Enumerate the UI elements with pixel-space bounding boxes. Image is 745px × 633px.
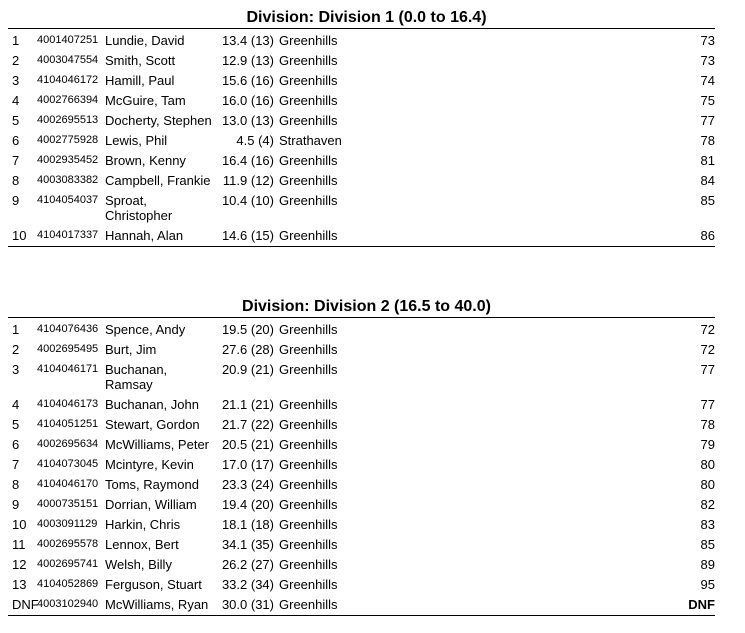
table-row [8, 191, 715, 226]
member-id-cell: 4001407251 [37, 34, 99, 46]
table-row [8, 435, 715, 455]
score-cell: 77 [700, 397, 715, 412]
player-name-cell: Docherty, Stephen [105, 113, 212, 128]
member-id-cell: 4104051251 [37, 418, 99, 430]
club-cell: Greenhills [279, 577, 338, 592]
score-cell: 85 [700, 537, 715, 552]
score-cell: 73 [700, 53, 715, 68]
club-cell: Greenhills [279, 397, 338, 412]
position-cell: 2 [12, 342, 20, 357]
table-row [8, 171, 715, 191]
table-row [8, 131, 715, 151]
position-cell: 9 [12, 497, 20, 512]
position-cell: 3 [12, 362, 20, 377]
player-name-cell: Hannah, Alan [105, 228, 184, 243]
member-id-cell: 4002695578 [37, 538, 99, 550]
member-id-cell: 4002695513 [37, 114, 99, 126]
member-id-cell: 4000735151 [37, 498, 99, 510]
club-cell: Greenhills [279, 73, 338, 88]
player-name-cell: Welsh, Billy [105, 557, 172, 572]
footer-rule [8, 615, 715, 616]
player-name-cell: Ferguson, Stuart [105, 577, 202, 592]
table-row [8, 151, 715, 171]
score-cell: 80 [700, 457, 715, 472]
table-row [8, 71, 715, 91]
table-row [8, 575, 715, 595]
member-id-cell: 4104076436 [37, 323, 99, 335]
table-row [8, 515, 715, 535]
club-cell: Greenhills [279, 597, 338, 612]
score-cell: 72 [700, 322, 715, 337]
member-id-cell: 4002695495 [37, 343, 99, 355]
table-row [8, 340, 715, 360]
handicap-cell: 11.9 (12) [222, 173, 274, 188]
handicap-cell: 27.6 (28) [221, 342, 274, 357]
position-cell: 3 [12, 73, 20, 88]
member-id-cell: 4104046173 [37, 398, 99, 410]
member-id-cell: 4104046172 [37, 74, 99, 86]
score-cell: 78 [700, 133, 715, 148]
score-cell: 82 [700, 497, 715, 512]
score-cell: 74 [700, 73, 715, 88]
handicap-cell: 21.1 (21) [221, 397, 274, 412]
club-cell: Greenhills [279, 517, 338, 532]
table-row [8, 475, 715, 495]
score-cell: 86 [700, 228, 715, 243]
score-cell: 84 [700, 173, 715, 188]
results-table [8, 29, 715, 246]
club-cell: Strathaven [279, 133, 342, 148]
club-cell: Greenhills [279, 53, 338, 68]
score-cell: 89 [700, 557, 715, 572]
handicap-cell: 17.0 (17) [221, 457, 274, 472]
score-cell: 95 [700, 577, 715, 592]
handicap-cell: 20.5 (21) [221, 437, 274, 452]
player-name-cell: Stewart, Gordon [105, 417, 200, 432]
division-1-section [8, 8, 715, 247]
score-cell: 77 [700, 362, 715, 377]
position-cell: 2 [12, 53, 20, 68]
position-cell: 10 [12, 517, 27, 532]
handicap-cell: 10.4 (10) [221, 193, 274, 208]
player-name-cell: Spence, Andy [105, 322, 186, 337]
member-id-cell: 4002935452 [37, 154, 99, 166]
member-id-cell: 4104046170 [37, 478, 99, 490]
table-row [8, 595, 715, 615]
score-cell: 77 [700, 113, 715, 128]
table-row [8, 320, 715, 340]
player-name-cell: Harkin, Chris [105, 517, 181, 532]
position-cell: 10 [12, 228, 27, 243]
player-name-cell: Lundie, David [105, 33, 185, 48]
position-cell: 8 [12, 173, 20, 188]
table-row [8, 415, 715, 435]
division-title: Division: Division 1 (0.0 to 16.4) [246, 9, 487, 26]
position-cell: 5 [12, 113, 20, 128]
club-cell: Greenhills [279, 497, 338, 512]
footer-rule [8, 246, 715, 247]
club-cell: Greenhills [279, 93, 338, 108]
handicap-cell: 19.4 (20) [221, 497, 274, 512]
score-cell: 73 [700, 33, 715, 48]
member-id-cell: 4002695741 [37, 558, 99, 570]
handicap-cell: 15.6 (16) [221, 73, 274, 88]
player-name-cell: Buchanan, John [105, 397, 199, 412]
position-cell: 7 [12, 457, 20, 472]
position-cell: 11 [12, 537, 26, 552]
player-name-cell: Mcintyre, Kevin [105, 457, 194, 472]
position-cell: 1 [12, 322, 20, 337]
position-cell: 7 [12, 153, 20, 168]
club-cell: Greenhills [279, 417, 338, 432]
score-cell: 75 [700, 93, 715, 108]
score-cell: 80 [700, 477, 715, 492]
position-cell: 9 [12, 193, 20, 208]
position-cell: 1 [12, 33, 20, 48]
position-cell: 5 [12, 417, 20, 432]
player-name-cell: Brown, Kenny [105, 153, 186, 168]
player-name-cell: Toms, Raymond [105, 477, 199, 492]
member-id-cell: 4003091129 [37, 518, 98, 530]
club-cell: Greenhills [279, 477, 338, 492]
club-cell: Greenhills [279, 153, 338, 168]
table-row [8, 51, 715, 71]
handicap-cell: 26.2 (27) [221, 557, 274, 572]
player-name-cell: Hamill, Paul [105, 73, 175, 88]
position-cell: DNF [12, 597, 39, 612]
member-id-cell: 4104052869 [37, 578, 99, 590]
member-id-cell: 4104073045 [37, 458, 99, 470]
club-cell: Greenhills [279, 437, 338, 452]
score-cell: 85 [700, 193, 715, 208]
player-name-cell: McGuire, Tam [105, 93, 186, 108]
club-cell: Greenhills [279, 173, 338, 188]
club-cell: Greenhills [279, 33, 338, 48]
member-id-cell: 4104054037 [37, 194, 99, 206]
score-cell: DNF [688, 597, 715, 612]
handicap-cell: 18.1 (18) [221, 517, 274, 532]
player-name-cell: Sproat, Christopher [105, 193, 173, 223]
division-2-section [8, 297, 715, 616]
member-id-cell: 4003083382 [37, 174, 99, 186]
player-name-cell: Buchanan, Ramsay [105, 362, 168, 392]
player-name-cell: Smith, Scott [105, 53, 176, 68]
handicap-cell: 34.1 (35) [221, 537, 274, 552]
handicap-cell: 30.0 (31) [221, 597, 274, 612]
table-row [8, 395, 715, 415]
member-id-cell: 4002775928 [37, 134, 99, 146]
club-cell: Greenhills [279, 362, 338, 377]
club-cell: Greenhills [279, 113, 338, 128]
club-cell: Greenhills [279, 322, 338, 337]
handicap-cell: 13.4 (13) [221, 33, 274, 48]
member-id-cell: 4003102940 [37, 598, 99, 610]
score-cell: 78 [700, 417, 715, 432]
table-row [8, 455, 715, 475]
handicap-cell: 16.0 (16) [221, 93, 274, 108]
member-id-cell: 4002695634 [37, 438, 99, 450]
club-cell: Greenhills [279, 537, 338, 552]
player-name-cell: Lewis, Phil [105, 133, 168, 148]
handicap-cell: 14.6 (15) [221, 228, 274, 243]
player-name-cell: Dorrian, William [105, 497, 197, 512]
division-title: Division: Division 2 (16.5 to 40.0) [242, 298, 491, 315]
position-cell: 4 [12, 93, 20, 108]
handicap-cell: 4.5 (4) [236, 133, 274, 148]
handicap-cell: 13.0 (13) [221, 113, 274, 128]
score-cell: 81 [700, 153, 715, 168]
player-name-cell: McWilliams, Peter [105, 437, 210, 452]
handicap-cell: 33.2 (34) [221, 577, 274, 592]
player-name-cell: Lennox, Bert [105, 537, 179, 552]
handicap-cell: 21.7 (22) [221, 417, 274, 432]
position-cell: 12 [12, 557, 27, 572]
member-id-cell: 4104046171 [37, 363, 99, 375]
table-row [8, 111, 715, 131]
club-cell: Greenhills [279, 193, 338, 208]
club-cell: Greenhills [279, 342, 338, 357]
club-cell: Greenhills [279, 557, 338, 572]
table-row [8, 91, 715, 111]
position-cell: 4 [12, 397, 20, 412]
member-id-cell: 4104017337 [37, 229, 99, 241]
handicap-cell: 16.4 (16) [221, 153, 274, 168]
club-cell: Greenhills [279, 457, 338, 472]
player-name-cell: Campbell, Frankie [105, 173, 211, 188]
score-cell: 72 [700, 342, 715, 357]
position-cell: 8 [12, 477, 20, 492]
member-id-cell: 4003047554 [37, 54, 99, 66]
position-cell: 6 [12, 133, 20, 148]
member-id-cell: 4002766394 [37, 94, 99, 106]
club-cell: Greenhills [279, 228, 338, 243]
position-cell: 6 [12, 437, 20, 452]
handicap-cell: 20.9 (21) [221, 362, 274, 377]
results-table [8, 318, 715, 615]
position-cell: 13 [12, 577, 27, 592]
score-cell: 79 [700, 437, 715, 452]
table-row [8, 535, 715, 555]
table-row [8, 495, 715, 515]
score-cell: 83 [700, 517, 715, 532]
handicap-cell: 12.9 (13) [221, 53, 274, 68]
handicap-cell: 19.5 (20) [221, 322, 274, 337]
player-name-cell: McWilliams, Ryan [105, 597, 209, 612]
table-row [8, 31, 715, 51]
table-row [8, 360, 715, 395]
player-name-cell: Burt, Jim [105, 342, 157, 357]
table-row [8, 555, 715, 575]
handicap-cell: 23.3 (24) [221, 477, 274, 492]
table-row [8, 226, 715, 246]
